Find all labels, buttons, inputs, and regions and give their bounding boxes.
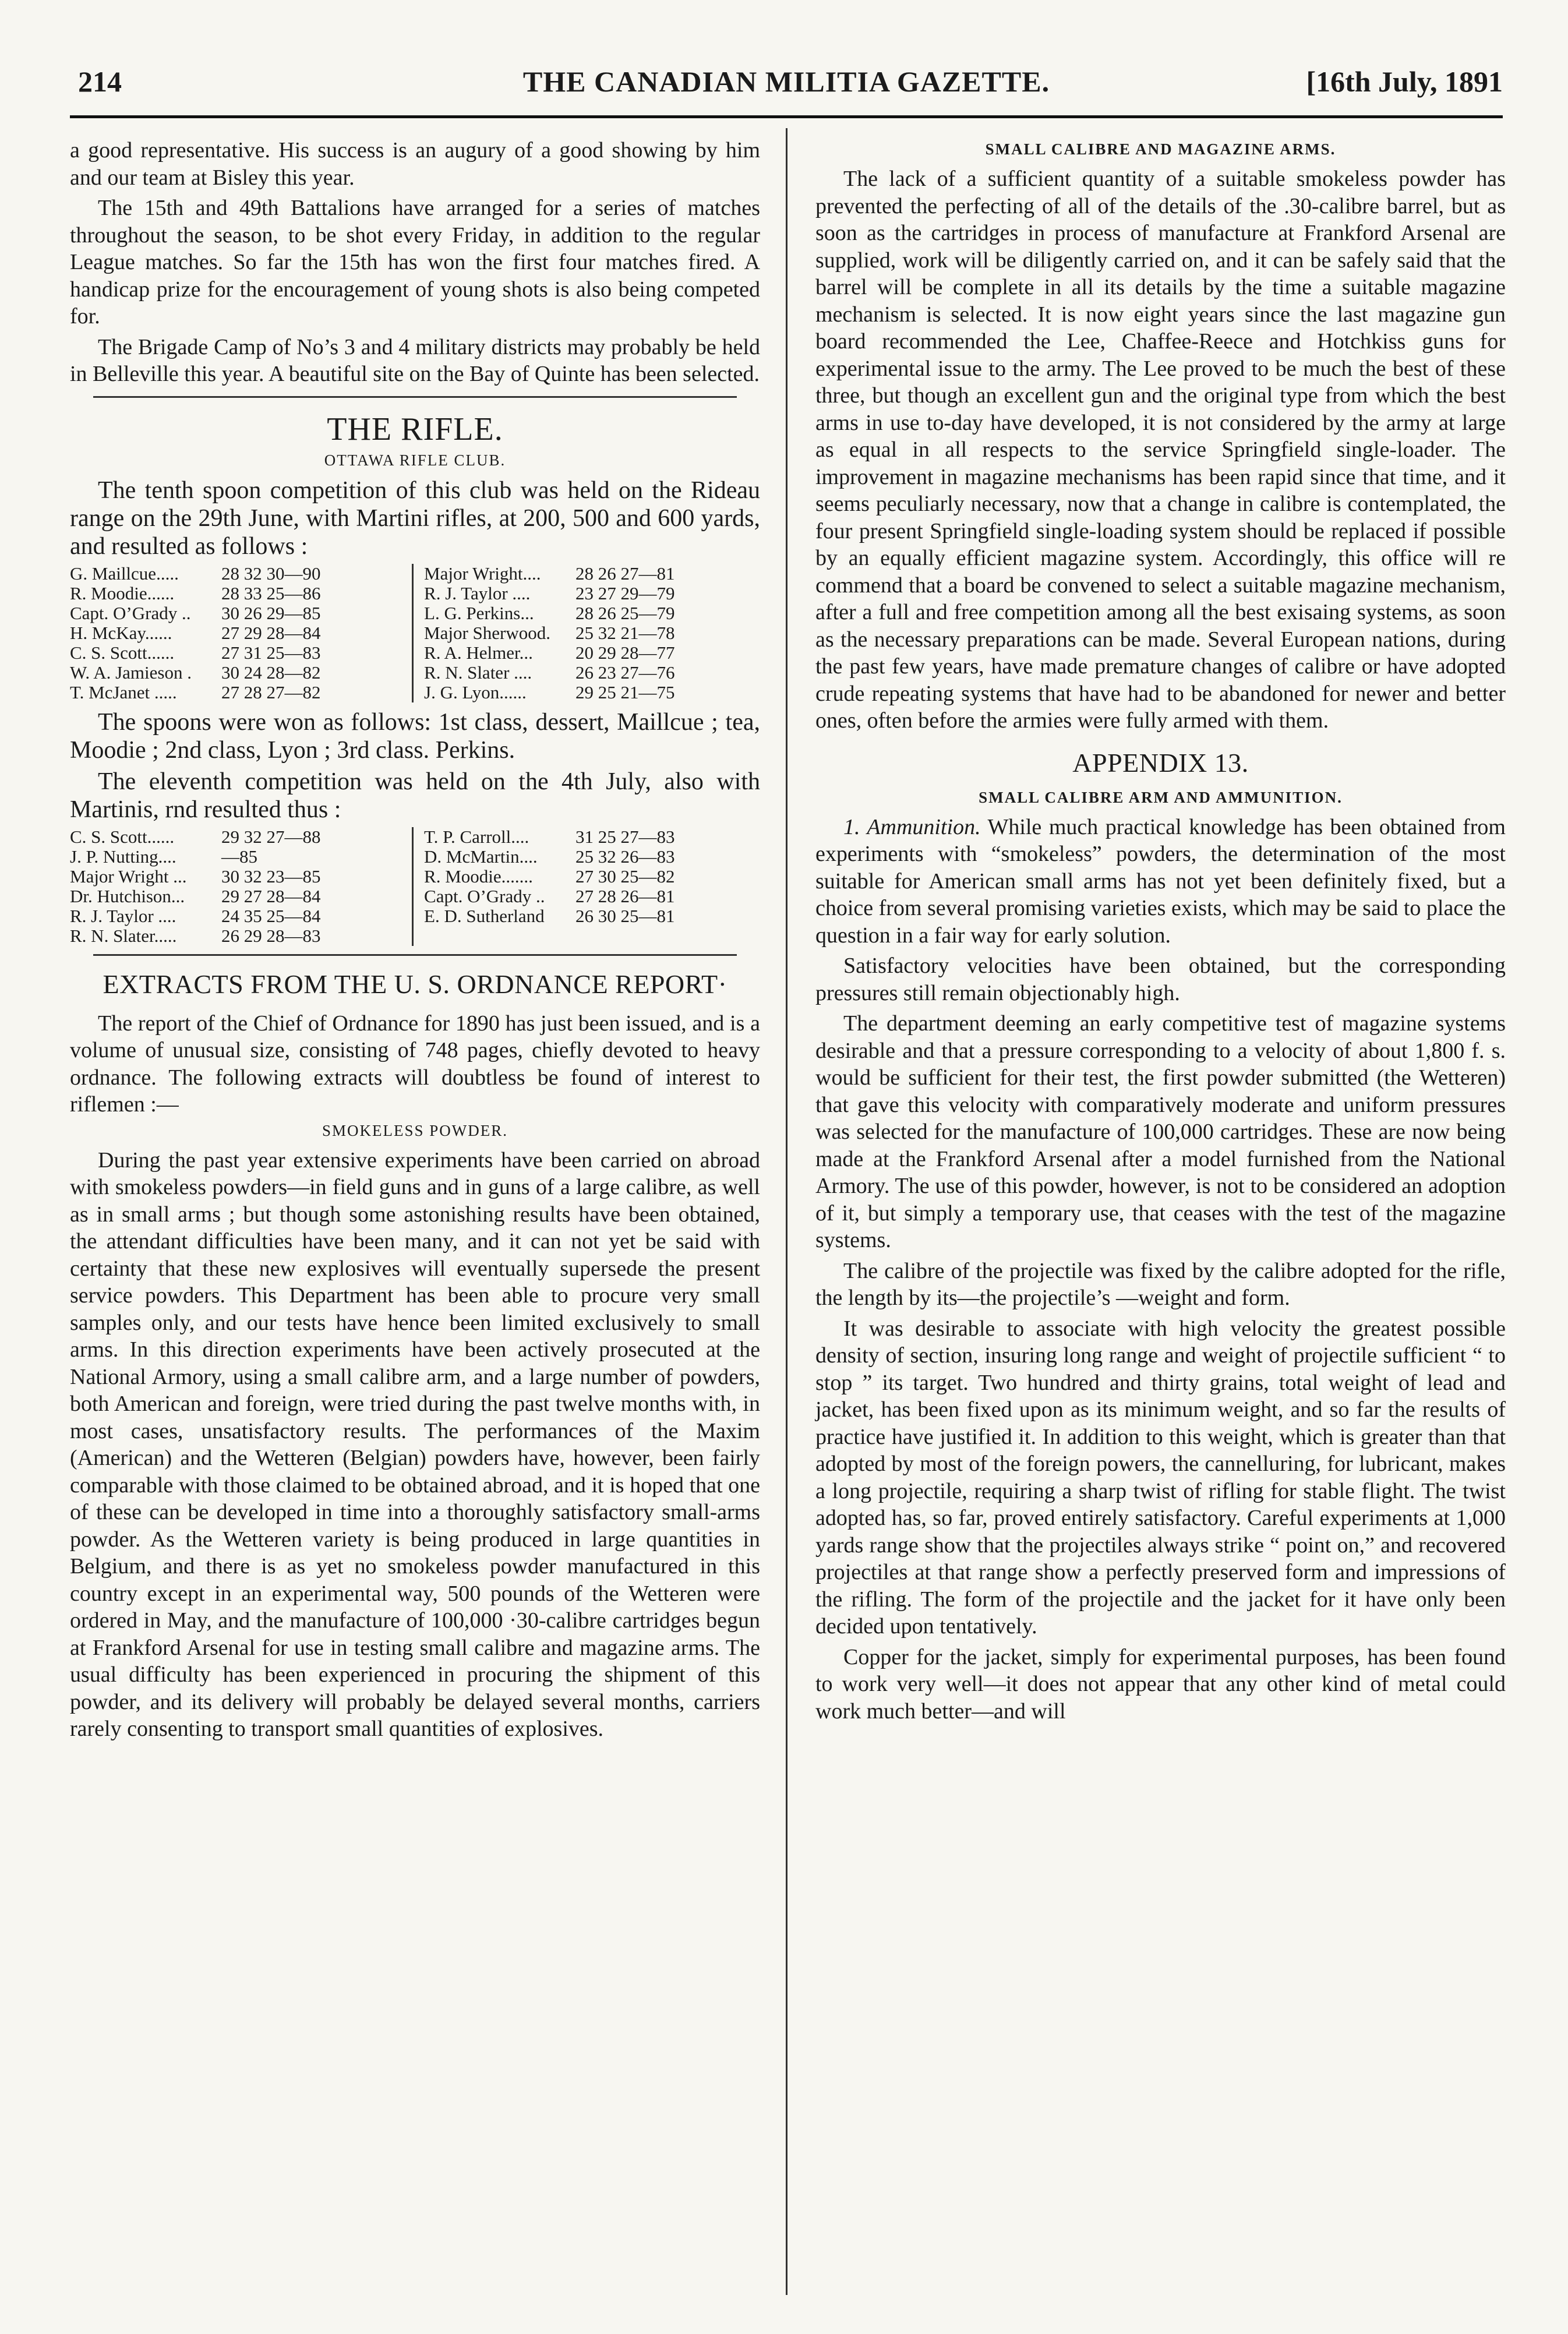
shooter-name: Major Sherwood. — [424, 622, 550, 643]
copper-paragraph: Copper for the jacket, simply for experimental purposes, has been found to work very well—it does not appear that any other kind of metal could work much better—and will — [815, 1644, 1506, 1724]
shooter-score: 28 33 25—86 — [221, 582, 321, 603]
extracts-intro-paragraph: The report of the Chief of Ordnance for 1890 has just been issued, and is a volume of unusual size, consisting of 748 pages, chiefly devoted to heavy ordnance. The following extracts will doubtless be found of interest to riflemen :— — [70, 1011, 760, 1117]
shooter-name: C. S. Scott...... — [70, 642, 175, 663]
score-cell — [70, 663, 413, 683]
score-cell — [70, 926, 413, 946]
score-row — [70, 867, 760, 887]
department-paragraph: The department deeming an early competitive test of magazine systems desirable and that a pressure corresponding to a velocity of about 1,800 f. s. would be sufficient for their test, the first powder submitted (the Wetteren) that gave this velocity with comparatively moderate and uniform pressures was selected for the manufacture of 100,000 cartridges. These are now being made at the Frankford Arsenal after a model furnished from the National Armory. The use of this powder, however, is not to be considered an adoption of it, but simply a temporary use, that ceases with the test of the magazine systems. — [815, 1011, 1506, 1252]
shooter-name: J. P. Nutting.... — [70, 846, 176, 867]
shooter-score: 27 31 25—83 — [221, 642, 321, 663]
shooter-name: L. G. Perkins... — [424, 602, 534, 623]
calibre-paragraph: The calibre of the projectile was fixed by the calibre adopted for the rifle, the length by its—the projectile’s —weight and form. — [815, 1258, 1506, 1310]
shooter-score: 30 32 23—85 — [221, 866, 321, 887]
velocities-paragraph: Satisfactory velocities have been obtained, but the corresponding pressures still remain objectionably high. — [815, 954, 1506, 1005]
shooter-name: T. P. Carroll.... — [424, 826, 529, 847]
score-cell — [70, 867, 413, 887]
header-rule — [70, 115, 1503, 118]
shooter-score: 27 29 28—84 — [221, 622, 321, 643]
shooter-name: D. McMartin.... — [424, 846, 538, 867]
shooter-score: 29 25 21—75 — [575, 682, 675, 702]
score-cell — [413, 847, 760, 867]
shooter-name: R. J. Taylor .... — [70, 905, 176, 926]
shooter-name: T. McJanet ..... — [70, 682, 177, 702]
shooter-score: 25 32 26—83 — [575, 846, 675, 867]
page-number: 214 — [78, 65, 122, 98]
score-cell — [413, 906, 760, 926]
score-row — [70, 663, 760, 683]
shooter-name: R. Moodie...... — [70, 582, 175, 603]
left-column — [70, 137, 760, 1746]
eleventh-competition-paragraph: The eleventh competition was held on the 4th July, also with Martinis, rnd resulted thus : — [70, 768, 760, 823]
rifle-heading: THE RIFLE. — [327, 411, 503, 447]
score-cell — [413, 926, 760, 946]
shooter-score: 29 32 27—88 — [221, 826, 321, 847]
shooter-name: Capt. O’Grady .. — [424, 885, 545, 906]
shooter-score: 26 29 28—83 — [221, 925, 321, 946]
score-row — [70, 584, 760, 603]
appendix-subheading: SMALL CALIBRE ARM AND AMMUNITION. — [979, 788, 1343, 806]
smokeless-powder-paragraph: During the past year extensive experiments have been carried on abroad with smokeless powders—in field guns and in guns of a large calibre, as well as in small arms ; but though some astonishing results have been obtained, the attendant difficulties have been many, and it can not yet be said with certainty that these new explosives will eventually supersede the present service powders. This Department has been able to procure very small samples only, and our tests have hence been limited exclusively to small arms. In this direction experiments have been actively prosecuted at the National Armory, using a small calibre arm, and a large number of powders, both American and foreign, were tried during the past twelve months with, in most cases, unsatisfactory results. The performances of the Maxim (American) and the Wetteren (Belgian) powders have, however, been fairly comparable with those claimed to be obtained abroad, and it is hoped that one of these can be developed in time into a thoroughly satisfactory small-arms powder. As the Wetteren variety is being produced in large quantities in Belgium, and there is as yet no smokeless powder manufactured in this country except in an experimental way, 500 pounds of the Wetteren were ordered in May, and the manufacture of 100,000 ·30-calibre cartridges begun at Frankford Arsenal for use in testing small calibre and magazine arms. The usual difficulty has been experienced in procuring the shipment of this powder, and its delivery will probably be delayed several months, carriers rarely consenting to transport small quantities of explosives. — [70, 1147, 760, 1741]
shooter-score: 28 26 25—79 — [575, 602, 675, 623]
spoons-paragraph: The spoons were won as follows: 1st class, dessert, Maillcue ; tea, Moodie ; 2nd class, Lyon ; 3rd class. Perkins. — [70, 708, 760, 764]
score-cell — [413, 663, 760, 683]
score-cell — [70, 847, 413, 867]
ammunition-text: While much practical knowledge has been obtained from experiments with “smokeless” powders, the determination of the most suitable for American small arms has not yet been definitely fixed, but a choice from several promising varieties exists, which may be said to place the question in a fair way for early solution. — [815, 814, 1506, 948]
intro-paragraph: The 15th and 49th Battalions have arranged for a series of matches throughout the season, to be shot every Friday, in addition to the regular League matches. So far the 15th has won the first four matches fired. A handicap prize for the encouragement of young shots is also being competed for. — [70, 196, 760, 329]
score-cell — [413, 827, 760, 847]
tenth-competition-paragraph: The tenth spoon competition of this club was held on the Rideau range on the 29th June, with Martini rifles, at 200, 500 and 600 yards, and resulted as follows : — [70, 476, 760, 560]
shooter-name: W. A. Jamieson . — [70, 662, 192, 683]
score-row — [70, 887, 760, 906]
rifle-club-subheading: OTTAWA RIFLE CLUB. — [324, 451, 506, 469]
shooter-score: 28 26 27—81 — [575, 563, 675, 584]
shooter-name: R. N. Slater..... — [70, 925, 177, 946]
extracts-heading: EXTRACTS FROM THE U. S. ORDNANCE REPORT· — [103, 969, 728, 999]
shooter-score: 24 35 25—84 — [221, 905, 321, 926]
section-separator — [93, 396, 737, 398]
score-cell — [413, 887, 760, 906]
score-row — [70, 643, 760, 663]
shooter-name: G. Maillcue..... — [70, 563, 179, 584]
shooter-name: E. D. Sutherland — [424, 905, 545, 926]
score-cell — [413, 584, 760, 603]
shooter-score: 30 24 28—82 — [221, 662, 321, 683]
score-cell — [70, 643, 413, 663]
shooter-score: 28 32 30—90 — [221, 563, 321, 584]
score-row — [70, 623, 760, 643]
score-cell — [70, 683, 413, 702]
score-cell — [413, 643, 760, 663]
column-divider — [786, 128, 787, 2295]
shooter-name: R. A. Helmer... — [424, 642, 533, 663]
score-row — [70, 603, 760, 623]
issue-date: [16th July, 1891 — [1306, 65, 1503, 98]
score-cell — [70, 827, 413, 847]
score-cell — [70, 564, 413, 584]
score-row — [70, 683, 760, 702]
small-calibre-subheading: SMALL CALIBRE AND MAGAZINE ARMS. — [985, 140, 1336, 158]
shooter-score: —85 — [221, 846, 257, 867]
score-cell — [70, 623, 413, 643]
shooter-name: Major Wright.... — [424, 563, 541, 584]
intro-paragraph: a good representative. His success is an augury of a good showing by him and our team at Bisley this year. — [70, 138, 760, 190]
shooter-name: J. G. Lyon...... — [424, 682, 527, 702]
shooter-score: 31 25 27—83 — [575, 826, 675, 847]
score-row — [70, 906, 760, 926]
projectile-paragraph: It was desirable to associate with high velocity the greatest possible density of section, insuring long range and weight of projectile sufficient “ to stop ” its target. Two hundred and thirty grains, total weight of lead and jacket, has been fixed upon as its minimum weight, and so far the results of practice have justified it. In addition to this weight, which is greater than that adopted by most of the foreign powers, the cannelluring, for lubricant, makes a long projectile, requiring a sharp twist of rifling for stable flight. The twist adopted has, so far, proved entirely satisfactory. Careful experiments at 1,000 yards range show that the projectiles always strike “ point on,” and recovered projectiles at that range show a perfectly preserved form and impressions of the rifling. The form of the projectile and the jacket for it have only been decided upon tentatively. — [815, 1316, 1506, 1639]
score-row — [70, 926, 760, 946]
shooter-name: Capt. O’Grady .. — [70, 602, 191, 623]
ammunition-heading: 1. Ammunition. — [843, 814, 981, 839]
shooter-name: Major Wright ... — [70, 866, 187, 887]
shooter-score: 26 30 25—81 — [575, 905, 675, 926]
shooter-score: 27 30 25—82 — [575, 866, 675, 887]
score-cell — [70, 584, 413, 603]
score-cell — [413, 683, 760, 702]
score-cell — [413, 623, 760, 643]
score-cell — [70, 906, 413, 926]
page-header — [70, 58, 1503, 105]
score-cell — [413, 564, 760, 584]
appendix-heading: APPENDIX 13. — [1072, 747, 1249, 778]
eleventh-scores-table — [70, 827, 760, 946]
intro-paragraph: The Brigade Camp of No’s 3 and 4 military districts may probably be held in Belleville this year. A beautiful site on the Bay of Quinte has been selected. — [70, 334, 760, 386]
score-cell — [413, 603, 760, 623]
score-cell — [70, 887, 413, 906]
ammunition-paragraph — [815, 814, 1506, 949]
shooter-score: 30 26 29—85 — [221, 602, 321, 623]
shooter-name: R. Moodie....... — [424, 866, 533, 887]
shooter-score: 27 28 27—82 — [221, 682, 321, 702]
newspaper-title: THE CANADIAN MILITIA GAZETTE. — [522, 65, 1050, 98]
small-calibre-paragraph: The lack of a sufficient quantity of a suitable smokeless powder has prevented the perfecting of all of the details of the .30-calibre barrel, but as soon as the cartridges in process of manufacture at Frankford Arsenal are supplied, work will be diligently carried on, and it can be safely said that the barrel will be complete in all its details by the time a suitable magazine mechanism is selected. It is now eight years since the last magazine gun board recommended the Lee, Chaffee-Reece and Hotchkiss guns for experimental issue to the army. The Lee proved to be much the best of these three, but though an excellent gun and the original type from which the best arms in use to-day have developed, it is not considered by the army at large as equal in all respects to the service Springfield single-loader. The improvement in magazine mechanisms has been rapid since that time, and it seems peculiarly necessary, now that a change in calibre is contemplated, the four present Springfield single-loading system should be replaced if possible by an equally efficient magazine system. Accordingly, this office will re commend that a board be convened to select a suitable magazine mechanism, after a full and free competition among all the best exisaing systems, as soon as the necessary preparations can be made. Several European nations, during the past few years, have made premature changes of calibre or have adopted crude repeating systems that have had to be abandoned for newer and better ones, often before the armies were fully armed with them. — [815, 167, 1506, 733]
shooter-score: 26 23 27—76 — [575, 662, 675, 683]
shooter-score: 20 29 28—77 — [575, 642, 675, 663]
score-cell — [70, 603, 413, 623]
right-column — [815, 137, 1506, 1728]
shooter-score: 23 27 29—79 — [575, 582, 675, 603]
score-row — [70, 564, 760, 584]
shooter-score: 29 27 28—84 — [221, 885, 321, 906]
shooter-name: R. N. Slater .... — [424, 662, 532, 683]
shooter-score: 27 28 26—81 — [575, 885, 675, 906]
score-row — [70, 847, 760, 867]
score-row — [70, 827, 760, 847]
shooter-score: 25 32 21—78 — [575, 622, 675, 643]
shooter-name: Dr. Hutchison... — [70, 885, 185, 906]
score-cell — [413, 867, 760, 887]
tenth-scores-table — [70, 564, 760, 702]
shooter-name: H. McKay...... — [70, 622, 172, 643]
shooter-name: R. J. Taylor .... — [424, 582, 531, 603]
smokeless-powder-subheading: SMOKELESS POWDER. — [322, 1121, 508, 1139]
shooter-name: C. S. Scott...... — [70, 826, 175, 847]
section-separator — [93, 954, 737, 956]
